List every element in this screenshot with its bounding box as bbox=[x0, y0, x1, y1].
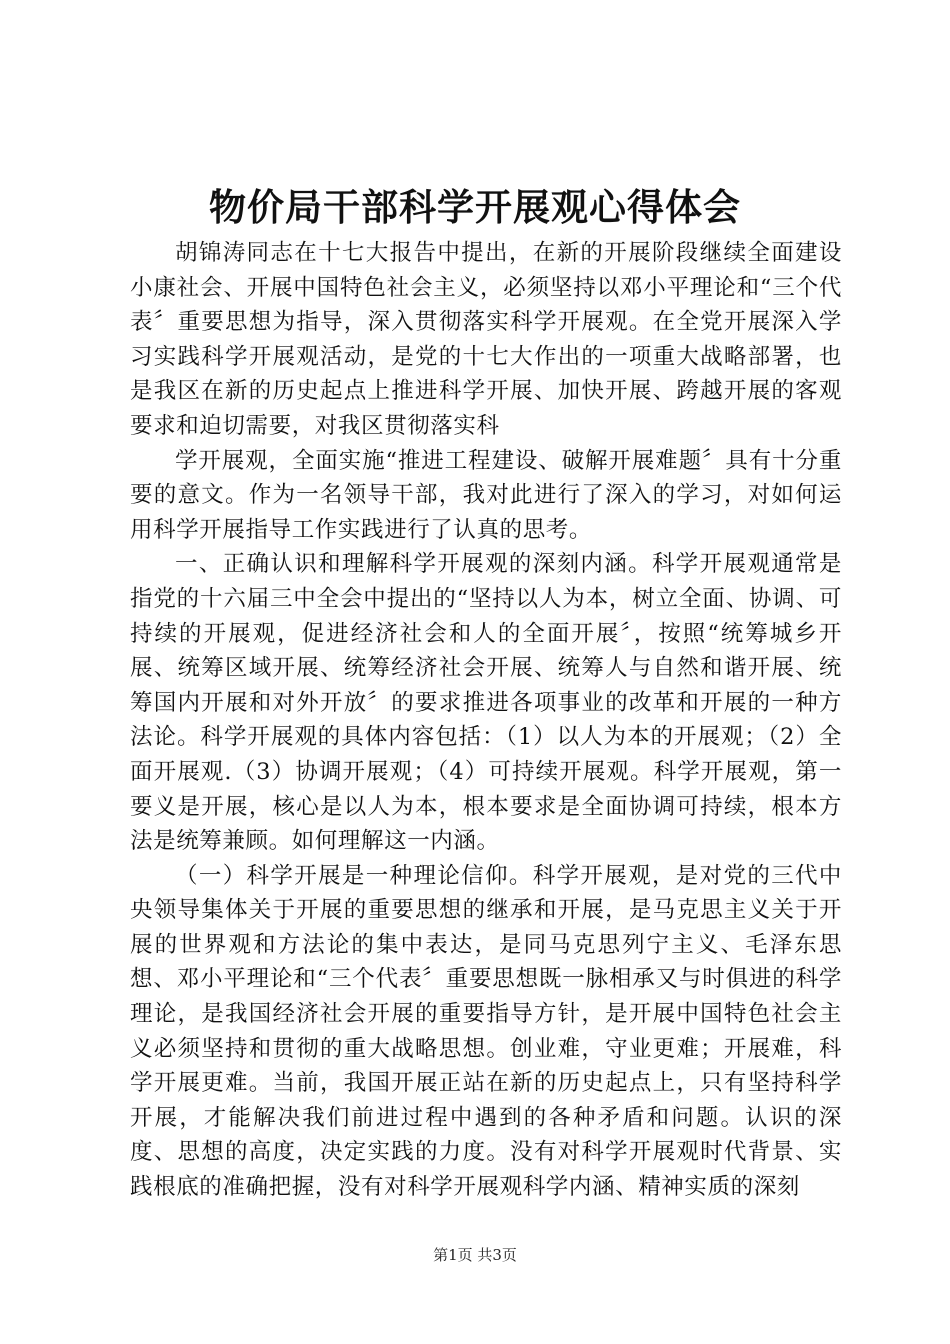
page-title: 物价局干部科学开展观心得体会 bbox=[209, 186, 741, 229]
paragraph-intro: 胡锦涛同志在十七大报告中提出，在新的开展阶段继续全面建设小康社会、开展中国特色社会主义，必须坚持以邓小平理论和“三个代表〞重要思想为指导，深入贯彻落实科学开展观。在全党开展深入学习实践科学开展观活动，是党的十七大作出的一项重大战略部署，也是我区在新的历史起点上推进科学开展、加快开展、跨越开展的客观要求和迫切需要，对我区贯彻落实科 bbox=[130, 240, 842, 439]
paragraph-continuation: 学开展观，全面实施“推进工程建设、破解开展难题〞具有十分重要的意文。作为一名领导干部，我对此进行了深入的学习，对如何运用科学开展指导工作实践进行了认真的思考。 bbox=[130, 447, 842, 543]
document-body bbox=[130, 236, 842, 1205]
paragraph-subsection-one: （一）科学开展是一种理论信仰。科学开展观，是对党的三代中央领导集体关于开展的重要思想的继承和开展，是马克思主义关于开展的世界观和方法论的集中表达，是同马克思列宁主义、毛泽东思想、邓小平理论和“三个代表〞重要思想既一脉相承又与时俱进的科学理论，是我国经济社会开展的重要指导方针，是开展中国特色社会主义必须坚持和贯彻的重大战略思想。创业难，守业更难；开展难，科学开展更难。当前，我国开展正站在新的历史起点上，只有坚持科学开展，才能解决我们前进过程中遇到的各种矛盾和问题。认识的深度、思想的高度，决定实践的力度。没有对科学开展观时代背景、实践根底的准确把握，没有对科学开展观科学内涵、精神实质的深刻 bbox=[130, 862, 842, 1201]
page-number-footer: 第1页 共3页 bbox=[433, 1246, 517, 1264]
paragraph-section-one: 一、正确认识和理解科学开展观的深刻内涵。科学开展观通常是指党的十六届三中全会中提出的“坚持以人为本，树立全面、协调、可持续的开展观，促进经济社会和人的全面开展〞，按照“统筹城乡开展、统筹区域开展、统筹经济社会开展、统筹人与自然和谐开展、统筹国内开展和对外开放〞的要求推进各项事业的改革和开展的一种方法论。科学开展观的具体内容包括：（1）以人为本的开展观；（2）全面开展观.（3）协调开展观；（4）可持续开展观。科学开展观，第一要义是开展，核心是以人为本，根本要求是全面协调可持续，根本方法是统筹兼顾。如何理解这一内涵。 bbox=[130, 551, 842, 855]
